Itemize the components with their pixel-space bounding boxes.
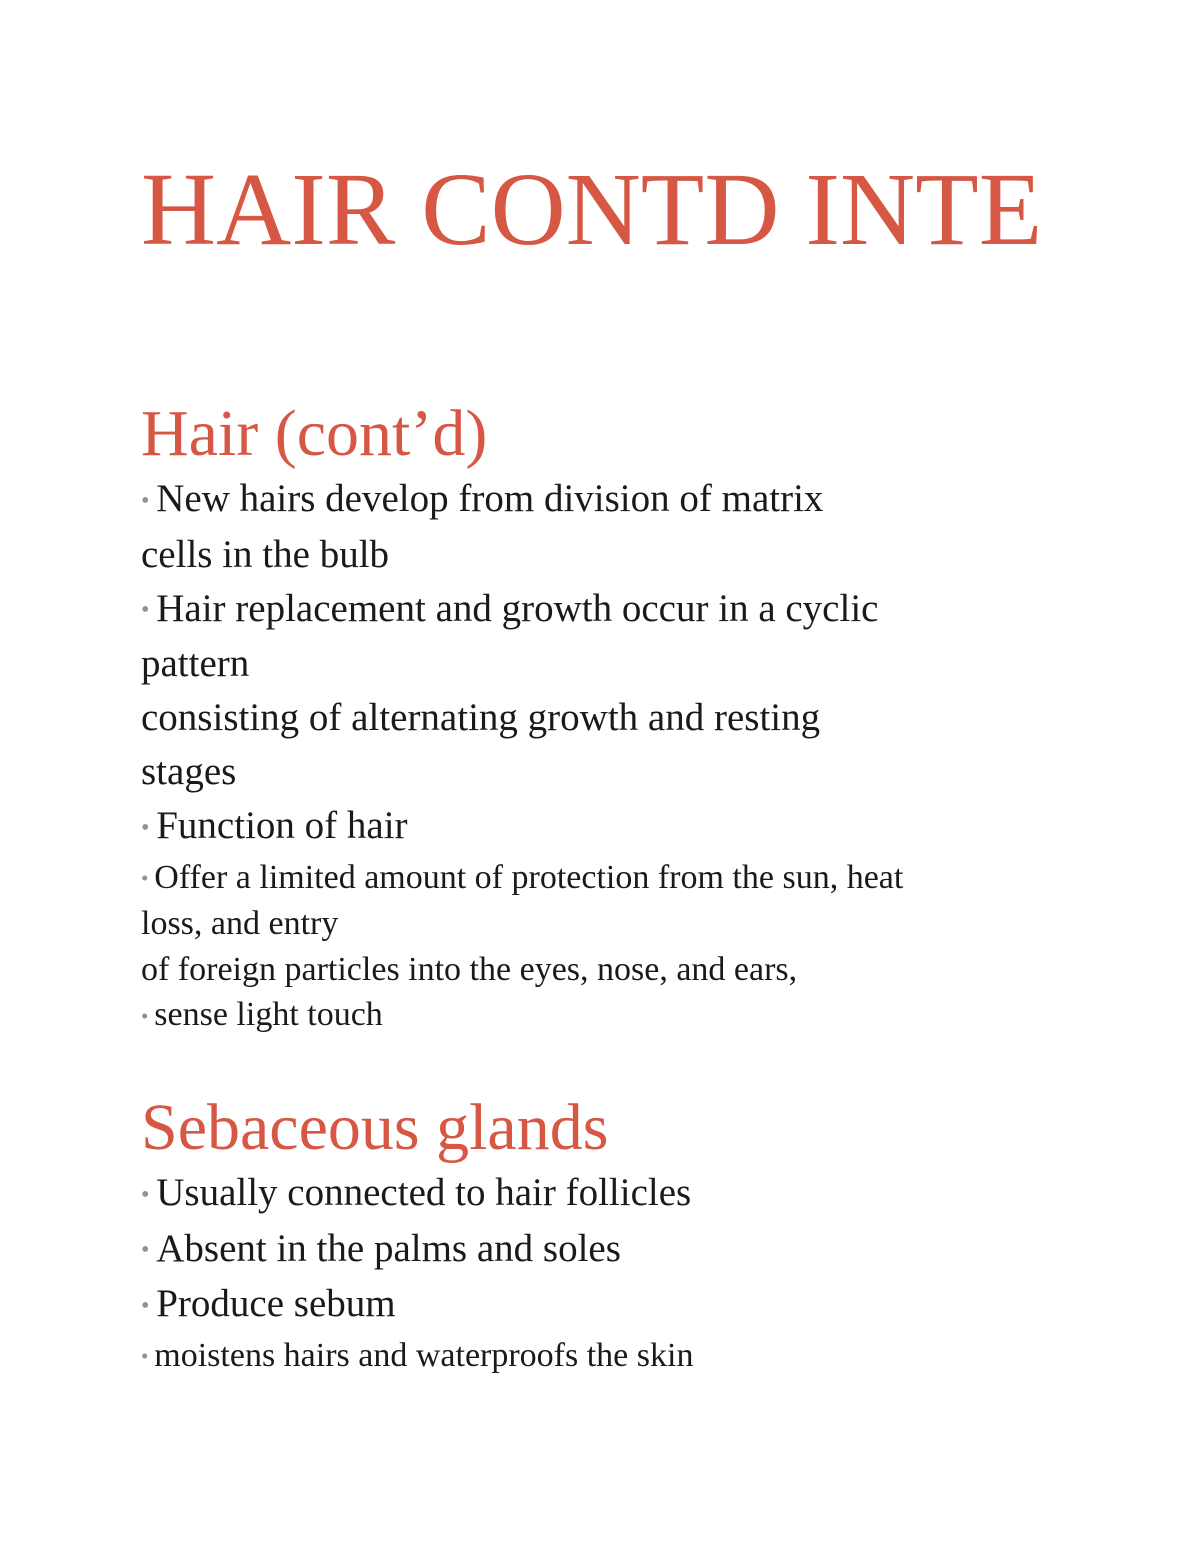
- sub-list-item: • sense light touch: [141, 996, 383, 1034]
- list-item: pattern: [141, 642, 250, 686]
- list-item: • Absent in the palms and soles: [141, 1226, 621, 1270]
- sub-list-item: loss, and entry: [141, 905, 339, 943]
- list-item: • Function of hair: [141, 804, 408, 848]
- list-item: • Produce sebum: [141, 1282, 396, 1326]
- sub-list-item: of foreign particles into the eyes, nose, and ears,: [141, 950, 798, 988]
- list-item: • Hair replacement and growth occur in a cyclic: [141, 586, 879, 630]
- sub-list-item: • moistens hairs and waterproofs the skin: [141, 1336, 694, 1374]
- bullet-icon: •: [141, 1180, 150, 1208]
- section-sebaceous-glands: [141, 1090, 1101, 1379]
- bullet-icon: •: [141, 1003, 149, 1028]
- bullet-icon: •: [141, 486, 150, 514]
- bullet-icon: •: [141, 1236, 150, 1264]
- list-item: consisting of alternating growth and resting: [141, 696, 821, 740]
- list-item: stages: [141, 750, 237, 794]
- bullet-icon: •: [141, 865, 149, 890]
- list-item: cells in the bulb: [141, 532, 390, 576]
- section-heading-hair: Hair (cont’d): [141, 397, 488, 470]
- sub-list-item: • Offer a limited amount of protection from the sun, heat: [141, 858, 904, 896]
- bullet-icon: •: [141, 813, 150, 841]
- bullet-icon: •: [141, 596, 150, 624]
- bullet-icon: •: [141, 1291, 150, 1319]
- document-title: HAIR CONTD INTE: [141, 152, 1043, 267]
- list-item: • New hairs develop from division of matrix: [141, 477, 824, 520]
- section-hair-contd: [141, 396, 1101, 1039]
- bullet-icon: •: [141, 1343, 149, 1368]
- section-heading-sebaceous: Sebaceous glands: [141, 1091, 609, 1164]
- list-item: • Usually connected to hair follicles: [141, 1171, 692, 1214]
